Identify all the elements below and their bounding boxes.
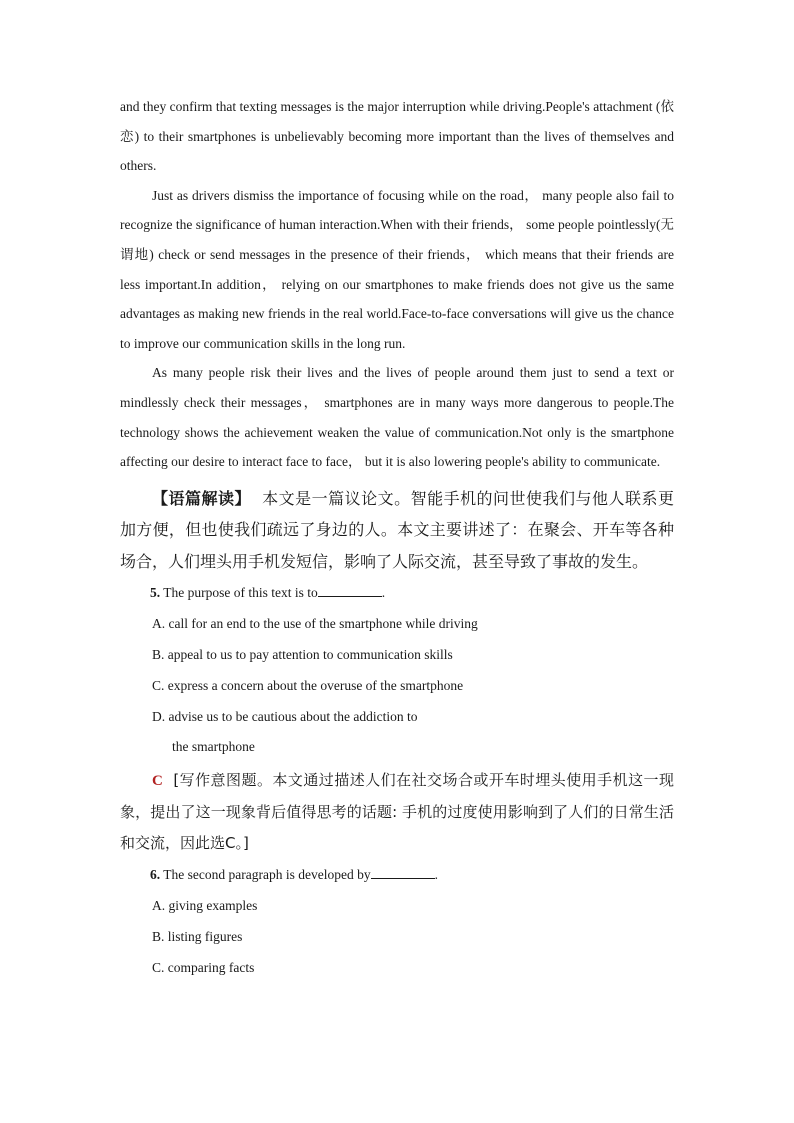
question-6-stem xyxy=(120,859,674,890)
answer-blank xyxy=(318,584,382,597)
question-number: 6. xyxy=(150,867,161,883)
question-5-option-d xyxy=(120,701,674,732)
question-text: The second paragraph is developed by xyxy=(163,867,371,883)
passage-paragraph-3: As many people risk their lives and the lives of people around them just to send a text or mindlessly check their messages， smartphones are in many ways more dangerous to people.The technology shows the achievement weaken the value of communication.Not only is the smartphone affecting our desire to interact face to face， but it is also lowering people's ability to communicate. xyxy=(120,365,674,470)
option-letter: D. xyxy=(152,709,166,725)
option-letter: A. xyxy=(152,898,166,914)
question-5-option-d-continuation: the smartphone xyxy=(172,739,255,755)
option-letter: A. xyxy=(152,616,166,632)
question-5-option-a xyxy=(120,608,674,639)
explanation-text: [写作意图题。本文通过描述人们在社交场合或开车时埋头使用手机这一现象，提出了这一现象背后值得思考的话题: 手机的过度使用影响到了人们的日常生活和交流，因此选C。] xyxy=(120,771,674,853)
option-text: listing figures xyxy=(167,929,243,945)
question-text: The purpose of this text is to xyxy=(163,585,318,601)
option-text: appeal to us to pay attention to communication skills xyxy=(167,647,453,663)
analysis-text: 本文是一篇议论文。智能手机的问世使我们与他人联系更加方便，但也使我们疏远了身边的人。本文主要讲述了：在聚会、开车等各种场合，人们埋头用手机发短信，影响了人际交流，甚至导致了事故的发生。 xyxy=(120,488,674,571)
option-text: giving examples xyxy=(168,898,258,914)
question-number: 5. xyxy=(150,585,161,601)
option-text: express a concern about the overuse of the smartphone xyxy=(167,678,464,694)
passage-paragraph-2: Just as drivers dismiss the importance of focusing while on the road， many people also fail to recognize the significance of human interaction.When with their friends， some people pointlessly(无谓地) check or send messages in the presence of their friends， which means that their friends are less important.In addition， relying on our smartphones to make friends does not give us the same advantages as making new friends in the real world.Face-to-face conversations will give us the chance to improve our communication skills in the long run. xyxy=(120,187,674,351)
question-end-mark: . xyxy=(381,585,386,601)
question-6-option-a xyxy=(120,890,674,921)
answer-letter: C xyxy=(152,773,163,790)
question-5-explanation xyxy=(120,765,674,859)
discourse-analysis xyxy=(120,483,674,578)
option-letter: C. xyxy=(152,678,165,694)
document-page xyxy=(120,92,674,983)
option-letter: C. xyxy=(152,960,165,976)
question-5-option-b xyxy=(120,639,674,670)
question-5-option-c xyxy=(120,670,674,701)
answer-blank xyxy=(371,866,435,879)
question-6-option-b xyxy=(120,921,674,952)
option-letter: B. xyxy=(152,929,165,945)
option-text: call for an end to the use of the smartphone while driving xyxy=(168,616,478,632)
question-5-stem xyxy=(120,577,674,608)
passage-paragraph-1: and they confirm that texting messages is the major interruption while driving.People's attachment (依恋) to their smartphones is unbelievably becoming more important than the lives of themselves and others. xyxy=(120,99,674,174)
analysis-tag: 【语篇解读】 xyxy=(152,488,251,508)
question-end-mark: . xyxy=(434,867,438,883)
option-letter: B. xyxy=(152,647,165,663)
option-text: advise us to be cautious about the addiction to xyxy=(168,709,418,725)
question-6-option-c xyxy=(120,952,674,983)
option-text: comparing facts xyxy=(167,960,255,976)
